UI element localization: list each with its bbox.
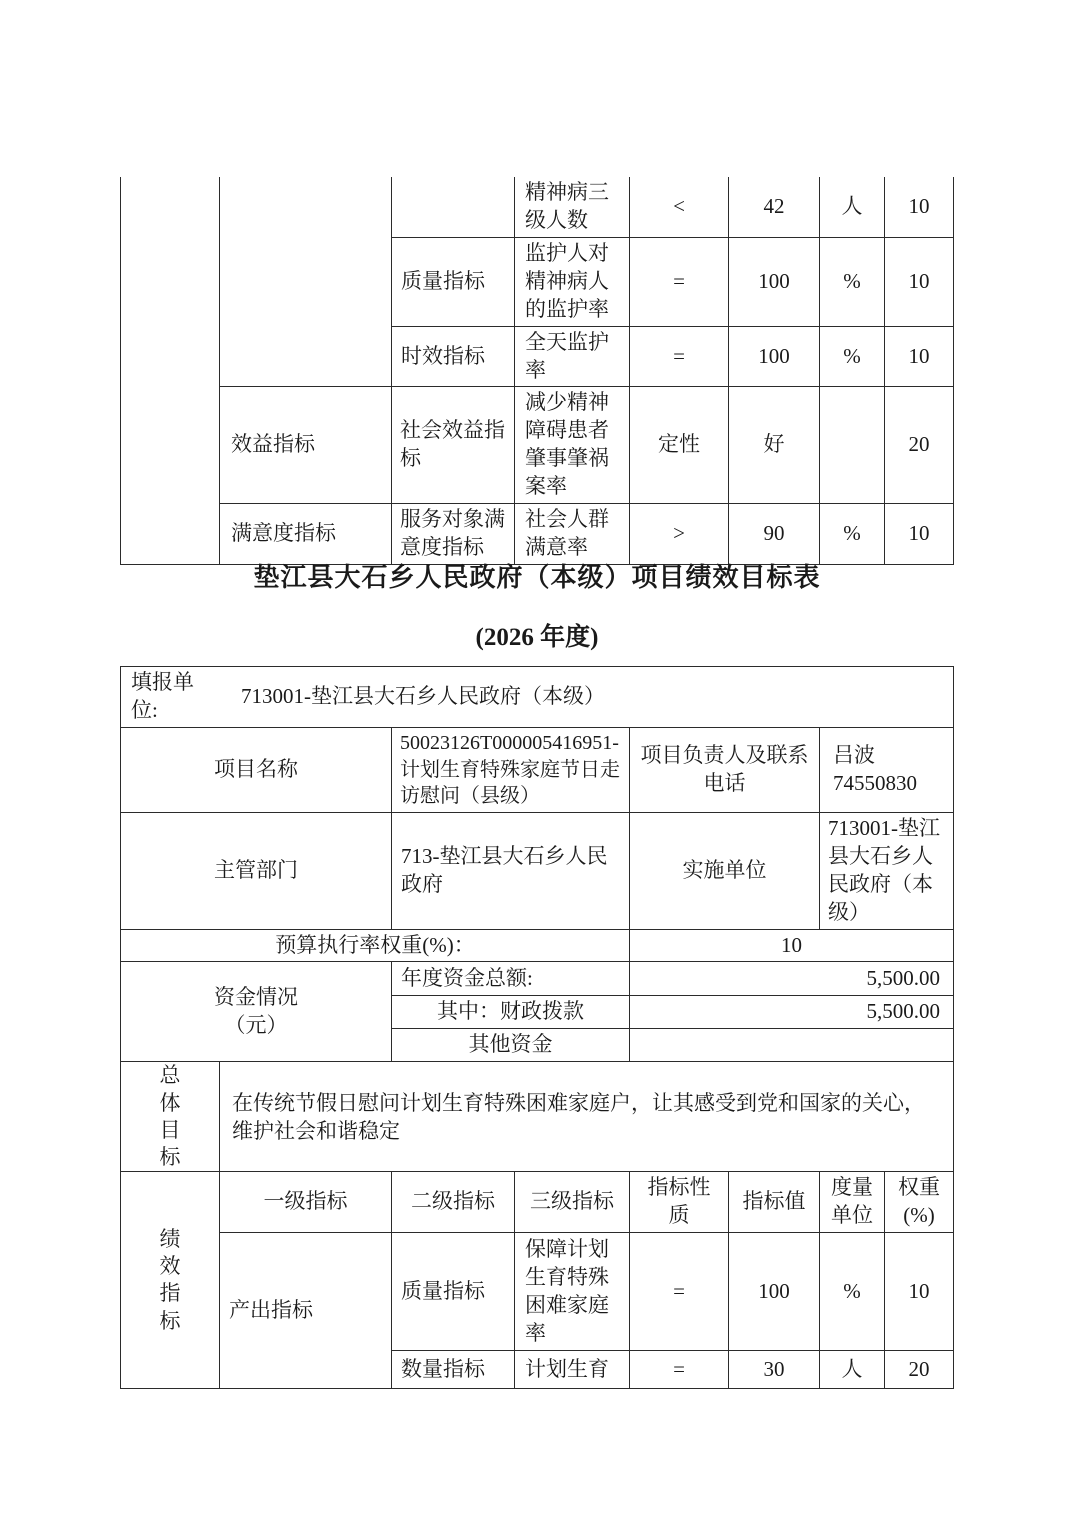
table-row-dept	[121, 812, 954, 929]
header-nature: 指标性质	[630, 1172, 729, 1233]
header-level2: 二级指标	[392, 1172, 515, 1233]
cell-level2	[392, 177, 515, 237]
cell-section-label-empty	[121, 177, 220, 564]
fill-unit-label: 填报单位:	[131, 670, 194, 722]
cell-level3: 精神病三级人数	[515, 177, 630, 237]
funds-row-label: 其中：财政拨款	[392, 996, 630, 1029]
cell-fill-unit	[121, 667, 954, 728]
project-name-label: 项目名称	[121, 727, 392, 812]
cell-nature: =	[630, 1351, 729, 1389]
cell-unit: 人	[820, 1351, 885, 1389]
cell-unit: %	[820, 1233, 885, 1351]
table-row-indicator-header	[121, 1172, 954, 1233]
funds-row-label: 其他资金	[392, 1029, 630, 1062]
cell-weight: 10	[885, 326, 954, 387]
cell-level3: 监护人对精神病人的监护率	[515, 237, 630, 326]
cell-unit: %	[820, 237, 885, 326]
funds-label	[121, 962, 392, 1062]
cell-level2: 服务对象满意度指标	[392, 504, 515, 565]
perf-label: 绩效指标	[159, 1226, 181, 1333]
cell-value: 好	[729, 387, 820, 504]
cell-unit: 人	[820, 177, 885, 237]
funds-label-text: 资金情况（元）	[214, 984, 298, 1037]
cell-weight: 10	[885, 177, 954, 237]
table-row	[121, 504, 954, 565]
cell-level2: 时效指标	[392, 326, 515, 387]
cell-level3: 计划生育	[515, 1351, 630, 1389]
cell-level3: 减少精神障碍患者肇事肇祸案率	[515, 387, 630, 504]
header-weight: 权重(%)	[885, 1172, 954, 1233]
cell-weight: 20	[885, 387, 954, 504]
budget-rate-label: 预算执行率权重(%)：	[121, 929, 630, 962]
funds-row-label: 年度资金总额:	[392, 962, 630, 996]
cell-value: 30	[729, 1351, 820, 1389]
cell-level1-empty	[220, 177, 392, 387]
cell-nature: >	[630, 504, 729, 565]
cell-unit: %	[820, 504, 885, 565]
cell-level2: 社会效益指标	[392, 387, 515, 504]
perf-label-cell	[121, 1172, 220, 1389]
cell-level3: 保障计划生育特殊困难家庭率	[515, 1233, 630, 1351]
cell-value: 100	[729, 237, 820, 326]
fill-unit-value: 713001-垫江县大石乡人民政府（本级）	[241, 683, 605, 708]
cell-value: 100	[729, 1233, 820, 1351]
table-row-overall-goal	[121, 1062, 954, 1172]
cell-nature: 定性	[630, 387, 729, 504]
performance-table-continued	[120, 177, 954, 565]
cell-weight: 20	[885, 1351, 954, 1389]
cell-nature: =	[630, 326, 729, 387]
overall-goal-text: 在传统节假日慰问计划生育特殊困难家庭户，让其感受到党和国家的关心，维护社会和谐稳定	[220, 1062, 954, 1172]
cell-nature: <	[630, 177, 729, 237]
cell-level2: 质量指标	[392, 1233, 515, 1351]
table-row-indicator	[121, 1233, 954, 1351]
cell-value: 42	[729, 177, 820, 237]
table-row-funds-total	[121, 962, 954, 996]
cell-level1: 效益指标	[220, 387, 392, 504]
project-name-value: 50023126T000005416951-计划生育特殊家庭节日走访慰问（县级）	[392, 727, 630, 812]
dept-label: 主管部门	[121, 812, 392, 929]
table-row-project-name	[121, 727, 954, 812]
funds-row-value: 5,500.00	[630, 962, 954, 996]
cell-value: 90	[729, 504, 820, 565]
cell-level3: 全天监护率	[515, 326, 630, 387]
cell-level1: 满意度指标	[220, 504, 392, 565]
cell-level1: 产出指标	[220, 1233, 392, 1389]
budget-rate-value: 10	[630, 929, 954, 962]
impl-label: 实施单位	[630, 812, 820, 929]
impl-value: 713001-垫江县大石乡人民政府（本级）	[820, 812, 954, 929]
header-value: 指标值	[729, 1172, 820, 1233]
cell-weight: 10	[885, 504, 954, 565]
document-title: 垫江县大石乡人民政府（本级）项目绩效目标表	[253, 563, 821, 592]
table-row-budget-rate	[121, 929, 954, 962]
cell-level2: 数量指标	[392, 1351, 515, 1389]
cell-nature: =	[630, 1233, 729, 1351]
cell-unit: %	[820, 326, 885, 387]
table-row	[121, 387, 954, 504]
cell-level3: 社会人群满意率	[515, 504, 630, 565]
cell-value: 100	[729, 326, 820, 387]
cell-weight: 10	[885, 1233, 954, 1351]
header-unit: 度量单位	[820, 1172, 885, 1233]
leader-label: 项目负责人及联系电话	[630, 727, 820, 812]
table-row	[121, 177, 954, 237]
header-level1: 一级指标	[220, 1172, 392, 1233]
funds-row-value: 5,500.00	[630, 996, 954, 1029]
cell-weight: 10	[885, 237, 954, 326]
dept-value: 713-垫江县大石乡人民政府	[392, 812, 630, 929]
table-row-fill-unit	[121, 667, 954, 728]
leader-value: 吕波 74550830	[820, 727, 954, 812]
cell-nature: =	[630, 237, 729, 326]
header-level3: 三级指标	[515, 1172, 630, 1233]
cell-unit	[820, 387, 885, 504]
project-target-table	[120, 666, 954, 1389]
document-subtitle: (2026 年度)	[475, 624, 599, 651]
cell-level2: 质量指标	[392, 237, 515, 326]
overall-goal-label-cell	[121, 1062, 220, 1172]
overall-goal-label: 总体目标	[159, 1063, 181, 1170]
funds-row-value	[630, 1029, 954, 1062]
